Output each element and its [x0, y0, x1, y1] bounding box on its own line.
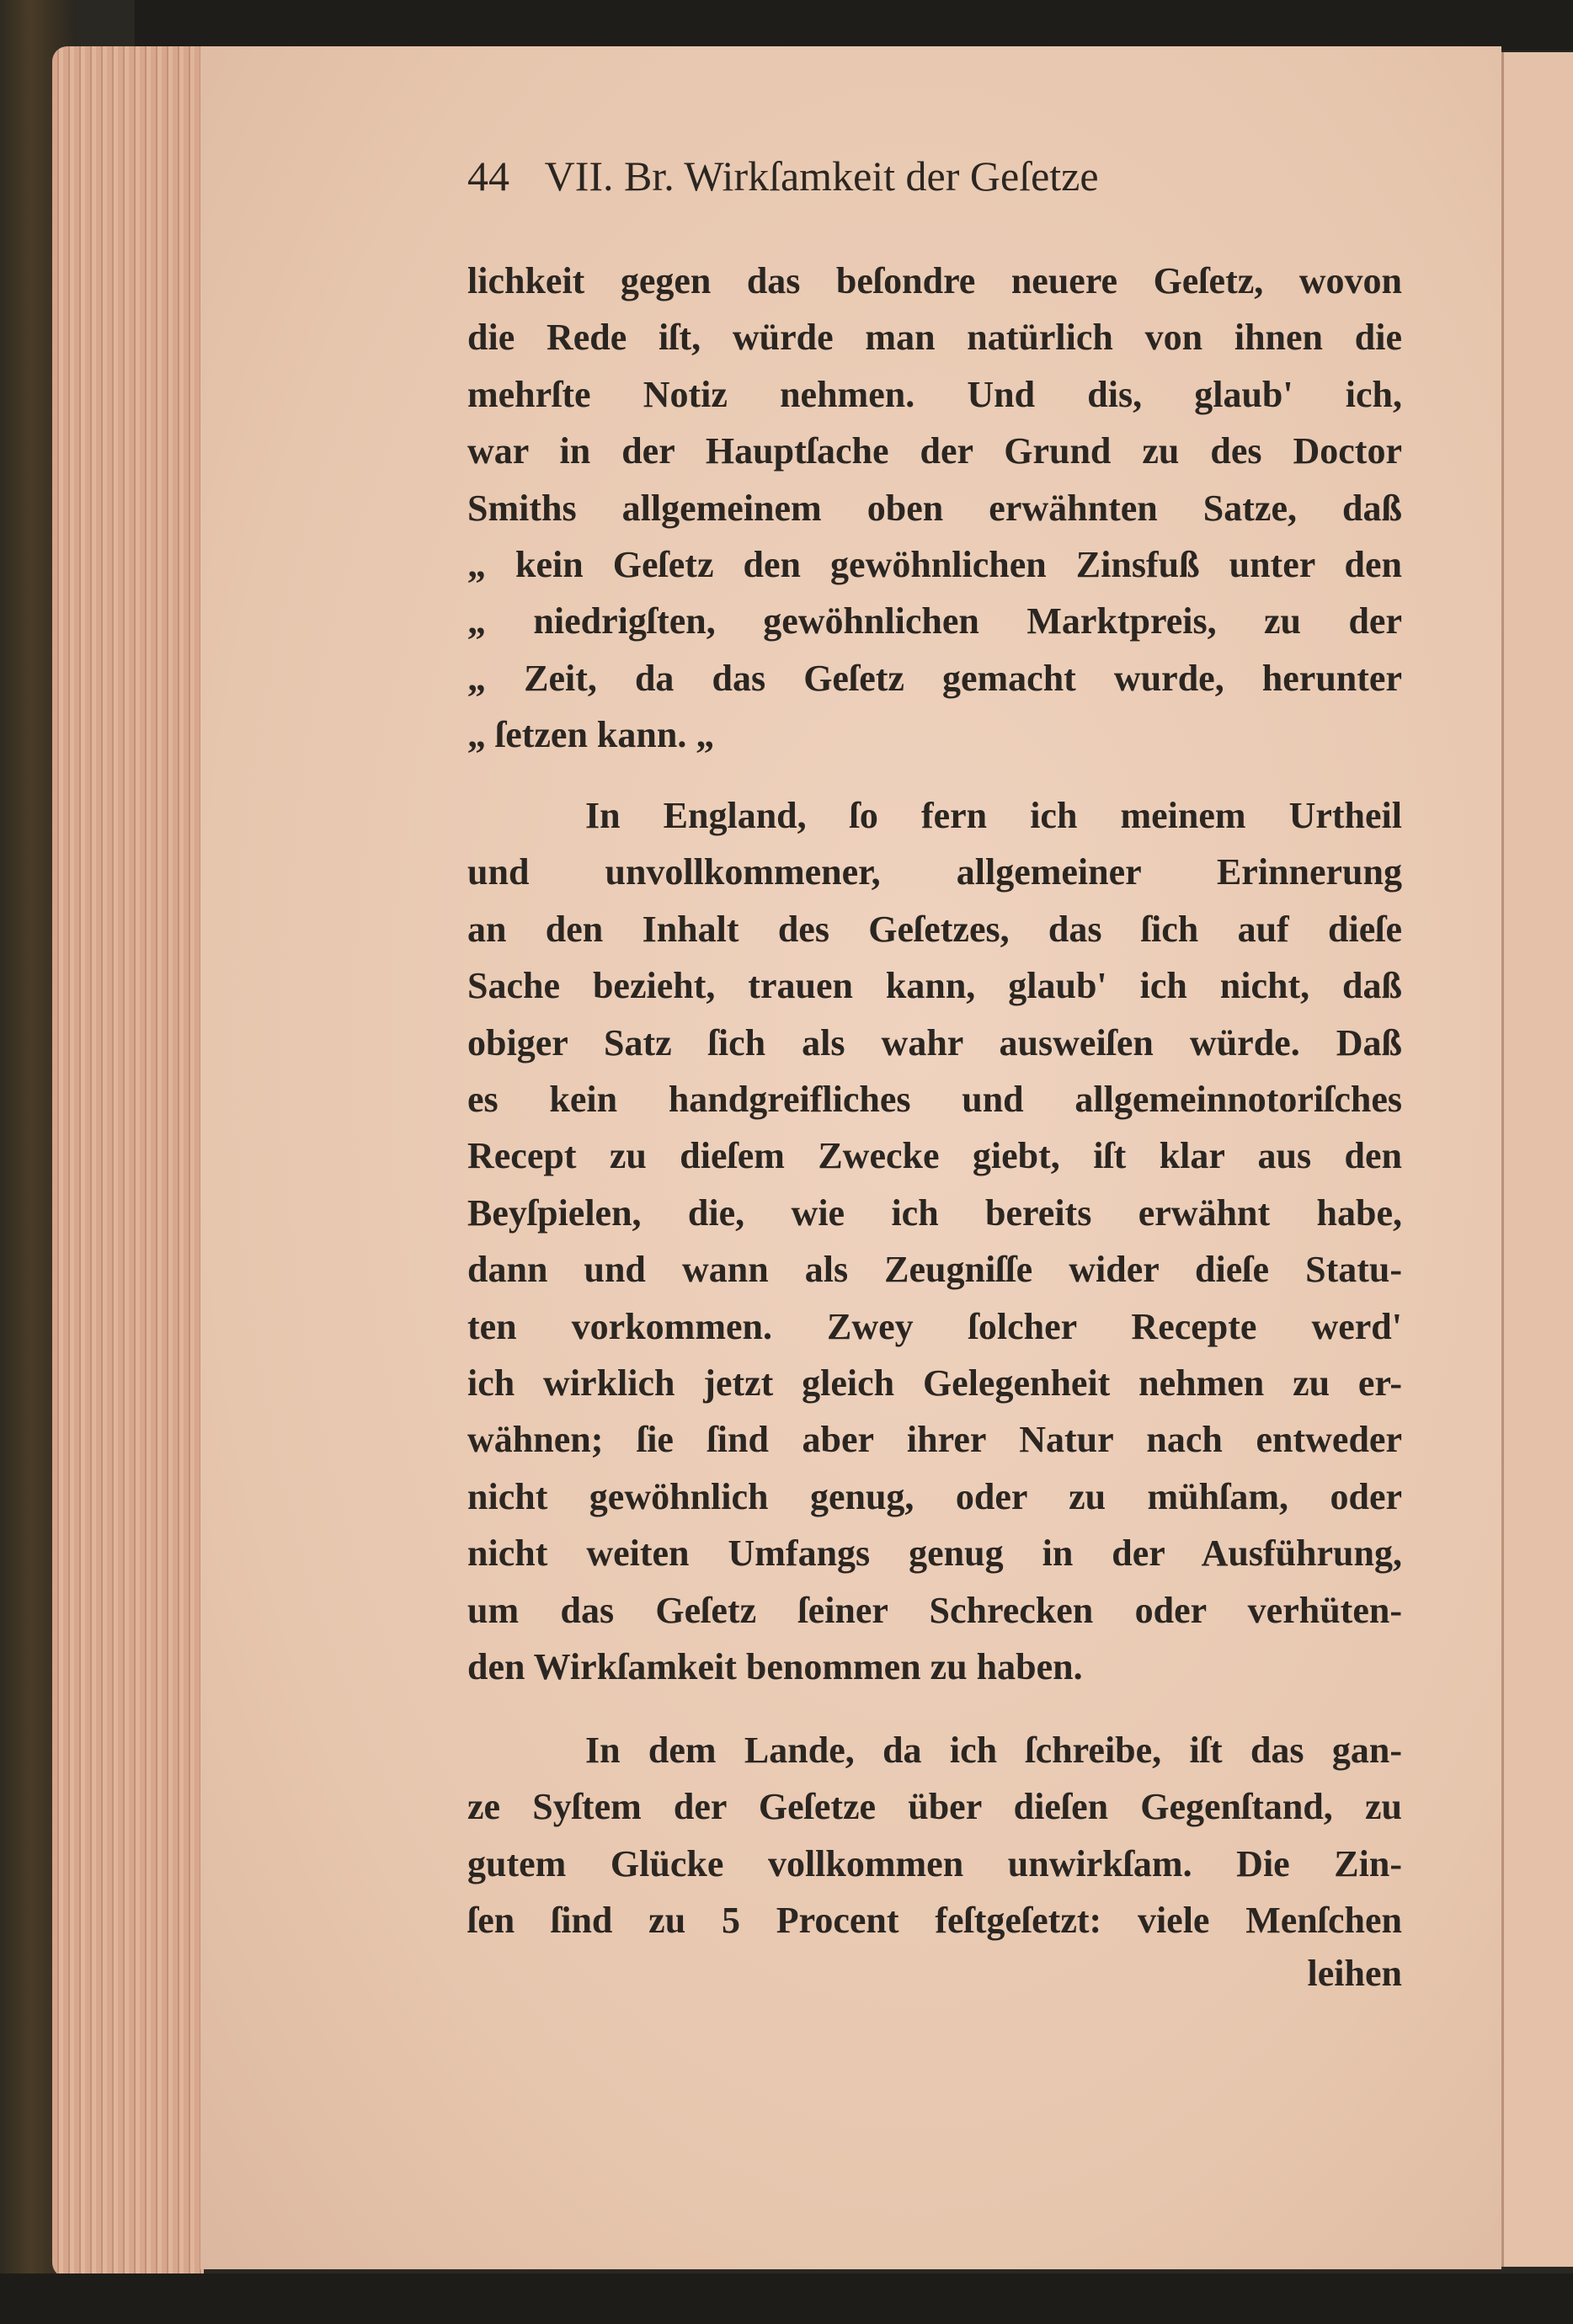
text-line: In dem Lande, da ich ſchreibe, iſt das gan- — [585, 1730, 1402, 1771]
text-line: Sache bezieht, trauen kann, glaub' ich nicht, daß — [467, 965, 1402, 1007]
text-line: dann und wann als Zeugniſſe wider dieſe Statu- — [467, 1249, 1402, 1291]
page-edges-stack — [52, 46, 204, 2278]
text-line: an den Inhalt des Geſetzes, das ſich auf dieſe — [467, 908, 1402, 950]
text-line: und unvollkommener, allgemeiner Erinnerung — [467, 851, 1402, 893]
running-header — [467, 152, 1309, 211]
text-line: den Wirkſamkeit benommen zu haben. — [467, 1646, 1083, 1687]
text-line: „ ſetzen kann. „ — [467, 714, 715, 756]
text-line: nicht weiten Umfangs genug in der Ausführung, — [467, 1532, 1402, 1575]
text-line: gutem Glücke vollkommen unwirkſam. Die Zin- — [467, 1842, 1402, 1884]
text-line: Beyſpielen, die, wie ich bereits erwähnt habe, — [467, 1191, 1402, 1234]
scan-background-top — [135, 0, 1573, 51]
text-line: wähnen; ſie ſind aber ihrer Natur nach entweder — [467, 1419, 1402, 1461]
text-line: mehrſte Notiz nehmen. Und dis, glaub' ich, — [467, 373, 1402, 415]
text-line: nicht gewöhnlich genug, oder zu mühſam, oder — [467, 1475, 1402, 1517]
text-line: es kein handgreifliches und allgemeinnotoriſches — [467, 1079, 1402, 1120]
text-line: ten vorkommen. Zwey ſolcher Recepte werd' — [467, 1305, 1402, 1347]
text-line: war in der Hauptſache der Grund zu des Doctor — [467, 430, 1402, 472]
text-line: ze Syſtem der Geſetze über dieſen Gegenſtand, zu — [467, 1786, 1402, 1828]
text-line: In England, ſo fern ich meinem Urtheil — [585, 795, 1402, 836]
text-line: ſen ſind zu 5 Procent feſtgeſetzt: viele Menſchen — [467, 1900, 1402, 1942]
facing-page-edge — [1501, 52, 1573, 2267]
scan-background-bottom — [0, 2273, 1573, 2324]
text-line: Recept zu dieſem Zwecke giebt, iſt klar aus den — [467, 1135, 1402, 1177]
text-line: ich wirklich jetzt gleich Gelegenheit nehmen zu er- — [467, 1362, 1402, 1404]
text-line: „ kein Geſetz den gewöhnlichen Zinsfuß unter den — [467, 544, 1402, 585]
text-line: lichkeit gegen das beſondre neuere Geſetz, wovon — [467, 260, 1402, 301]
text-line: „ Zeit, da das Geſetz gemacht wurde, herunter — [467, 657, 1402, 699]
text-line: „ niedrigſten, gewöhnlichen Marktpreis, zu der — [467, 600, 1402, 642]
page-number: 44 — [467, 152, 509, 200]
text-line: Smiths allgemeinem oben erwähnten Satze, daß — [467, 487, 1402, 529]
text-line: die Rede iſt, würde man natürlich von ihnen die — [467, 317, 1402, 359]
running-title: VII. Br. Wirkſamkeit der Geſetze — [544, 152, 1099, 200]
catchword: leihen — [1307, 1953, 1402, 1994]
text-line: um das Geſetz ſeiner Schrecken oder verhüten- — [467, 1589, 1402, 1631]
text-line: obiger Satz ſich als wahr ausweiſen würde. Daß — [467, 1021, 1402, 1063]
